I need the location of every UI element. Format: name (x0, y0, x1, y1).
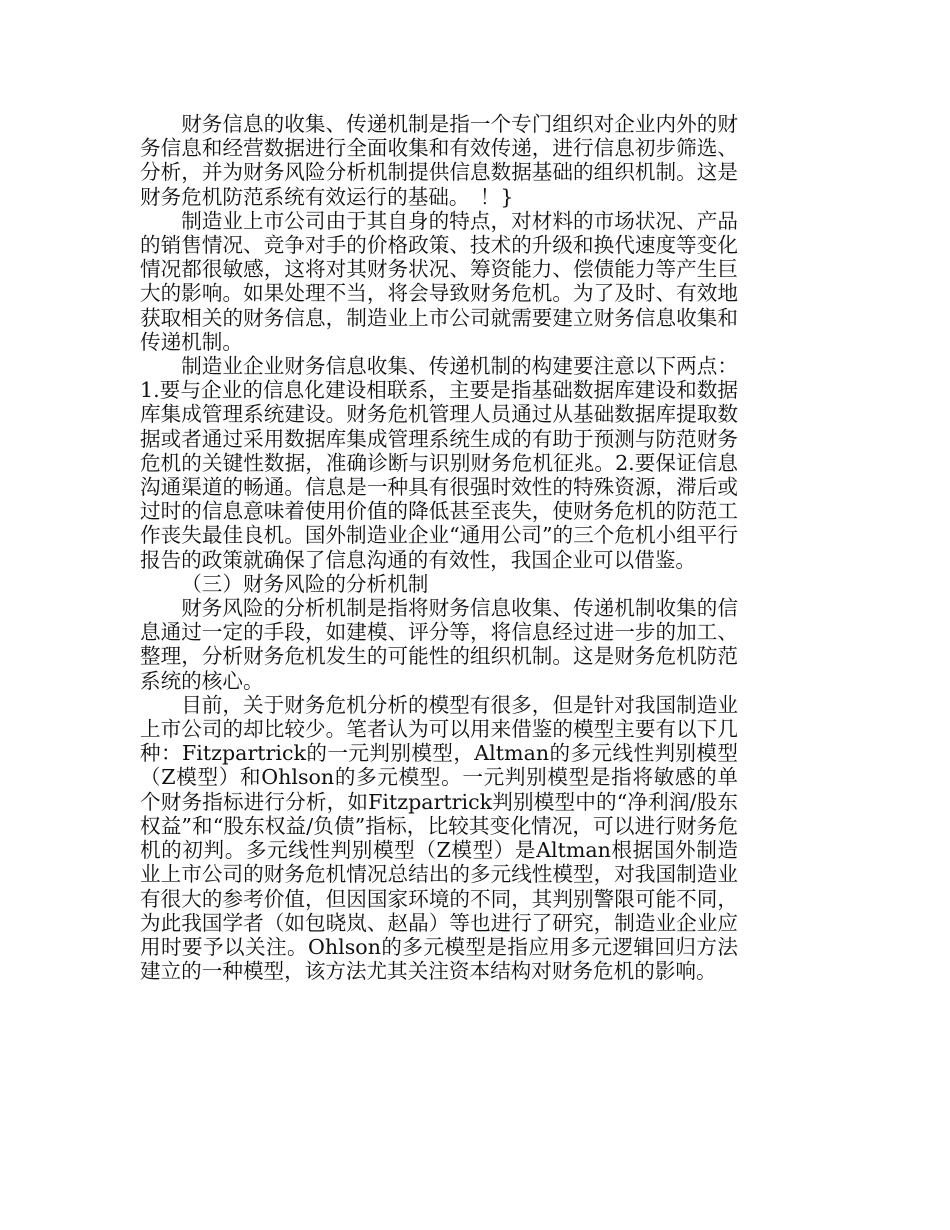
paragraph-info-collection-definition: 财务信息的收集、传递机制是指一个专门组织对企业内外的财务信息和经营数据进行全面收集和有效传递，进行信息初步筛选、分析，并为财务风险分析机制提供信息数据基础的组织机制。这是财务危机防范系统有效运行的基础。 ！} (140, 112, 738, 209)
paragraph-manufacturing-characteristics: 制造业上市公司由于其自身的特点，对材料的市场状况、产品的销售情况、竞争对手的价格政策、技术的升级和换代速度等变化情况都很敏感，这将对其财务状况、筹资能力、偿债能力等产生巨大的影响。如果处理不当，将会导致财务危机。为了及时、有效地获取相关的财务信息，制造业上市公司就需要建立财务信息收集和传递机制。 (140, 208, 738, 354)
section-heading-risk-analysis: （三）财务风险的分析机制 (181, 571, 429, 596)
paragraph-analysis-models: 目前，关于财务危机分析的模型有很多，但是针对我国制造业上市公司的却比较少。笔者认为可以用来借鉴的模型主要有以下几种：Fitzpartrick的一元判别模型，Altman的多元线性判别模型（Z模型）和Ohlson的多元模型。一元判别模型是指将敏感的单个财务指标进行分析，如Fitzpartrick判别模型中的“净利润/股东权益”和“股东权益/负债”指标，比较其变化情况，可以进行财务危机的初判。多元线性判别模型（Z模型）是Altman根据国外制造业上市公司的财务危机情况总结出的多元线性模型，对我国制造业有很大的参考价值，但因国家环境的不同，其判别警限可能不同，为此我国学者（如包晓岚、赵晶）等也进行了研究，制造业企业应用时要予以关注。Ohlson的多元模型是指应用多元逻辑回归方法建立的一种模型，该方法尤其关注资本结构对财务危机的影响。 (140, 692, 738, 984)
paragraph-risk-analysis-definition: 财务风险的分析机制是指将财务信息收集、传递机制收集的信息通过一定的手段，如建模、评分等，将信息经过进一步的加工、整理，分析财务危机发生的可能性的组织机制。这是财务危机防范系统的核心。 (140, 596, 738, 693)
paragraph-mechanism-construction: 制造业企业财务信息收集、传递机制的构建要注意以下两点：1.要与企业的信息化建设相联系，主要是指基础数据库建设和数据库集成管理系统建设。财务危机管理人员通过从基础数据库提取数据或者通过采用数据库集成管理系统生成的有助于预测与防范财务危机的关键性数据，准确诊断与识别财务危机征兆。2.要保证信息沟通渠道的畅通。信息是一种具有很强时效性的特殊资源，滞后或过时的信息意味着使用价值的降低甚至丧失，使财务危机的防范工作丧失最佳良机。国外制造业企业“通用公司”的三个危机小组平行报告的政策就确保了信息沟通的有效性，我国企业可以借鉴。 (140, 354, 738, 572)
document-body (140, 112, 738, 983)
